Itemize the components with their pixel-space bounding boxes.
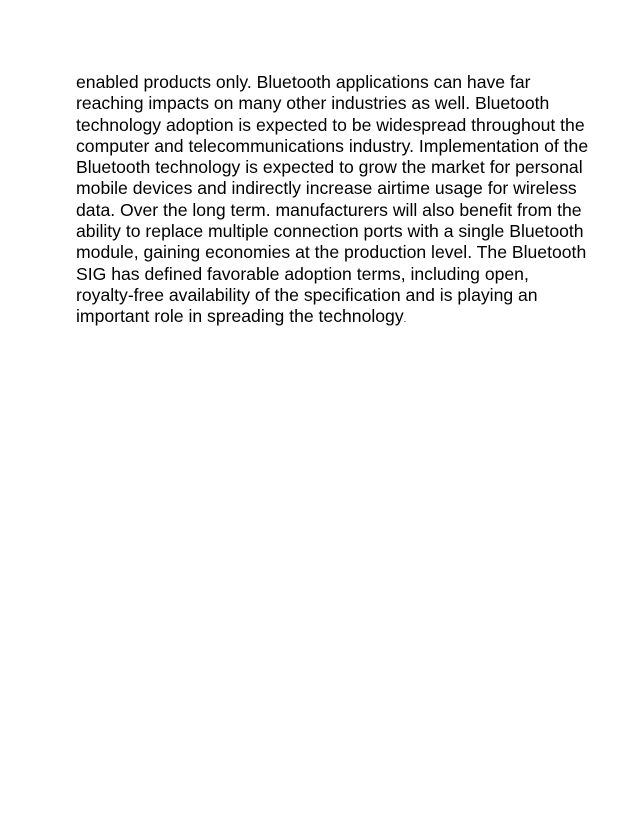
paragraph-line-11: royalty-free availability of the specification and is playing an — [76, 284, 538, 305]
paragraph-line-7: data. Over the long term. manufacturers will also benefit from the — [76, 199, 582, 220]
paragraph-line-8: ability to replace multiple connection ports with a single Bluetooth — [76, 221, 584, 242]
paragraph-line-12 — [76, 306, 576, 327]
paragraph-line-10: SIG has defined favorable adoption terms, including open, — [76, 263, 529, 284]
body-paragraph — [76, 72, 589, 328]
paragraph-line-6: mobile devices and indirectly increase airtime usage for wireless — [76, 178, 577, 199]
paragraph-line-1: enabled products only. Bluetooth applications can have far — [76, 72, 531, 92]
final-period: . — [403, 314, 407, 325]
paragraph-line-3: technology adoption is expected to be widespread throughout the — [76, 114, 585, 135]
paragraph-line-2: reaching impacts on many other industries as well. Bluetooth — [76, 93, 550, 114]
paragraph-line-5: Bluetooth technology is expected to grow the market for personal — [76, 157, 583, 178]
paragraph-line-4: computer and telecommunications industry. Implementation of the — [76, 135, 589, 156]
paragraph-line-9: module, gaining economies at the production level. The Bluetooth — [76, 242, 587, 263]
paragraph-line-12-text: important role in spreading the technology — [76, 306, 404, 327]
